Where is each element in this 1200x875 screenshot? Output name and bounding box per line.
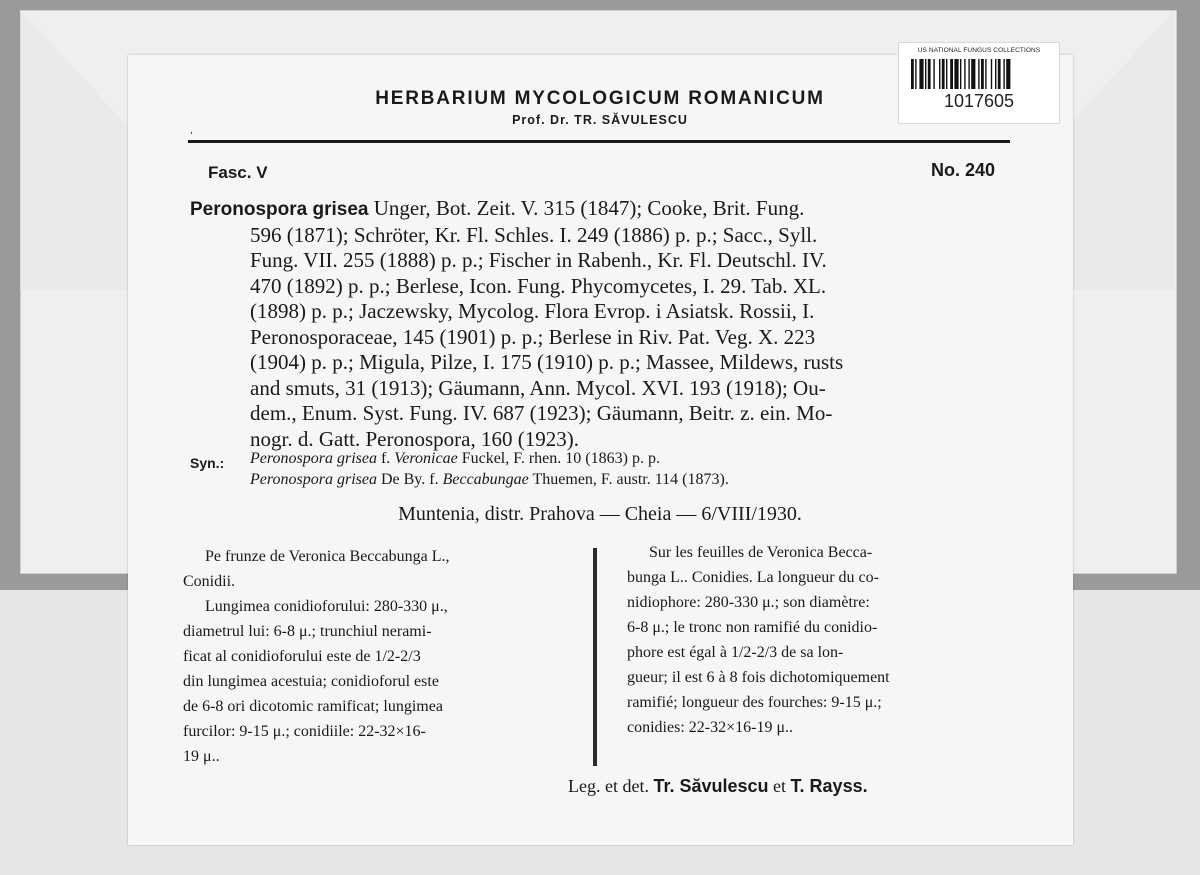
description-line: din lungimea acestuia; conidioforul este [183, 673, 439, 690]
description-line: nidiophore: 280-330 μ.; son diamètre: [627, 594, 870, 611]
citation-line [190, 196, 1020, 223]
description-line: conidies: 22-32×16-19 μ.. [627, 719, 794, 736]
description-line: diametrul lui: 6-8 μ.; trunchiul nerami- [183, 623, 432, 640]
label-subtitle: Prof. Dr. TR. SĂVULESCU [512, 113, 688, 127]
synonym-genus: Peronospora grisea [250, 450, 377, 467]
description-line: gueur; il est 6 à 8 fois dichotomiquement [627, 669, 890, 686]
citation-line: (1898) p. p.; Jaczewsky, Mycolog. Flora Evrop. i Asiatsk. Rossii, I. [250, 299, 815, 323]
synonym-epithet: Veronicae [394, 450, 458, 467]
column-divider [593, 548, 597, 766]
citation-line: nogr. d. Gatt. Peronospora, 160 (1923). [250, 426, 579, 451]
citation-line-text: Unger, Bot. Zeit. V. 315 (1847); Cooke, Brit. Fung. [368, 196, 805, 220]
barcode-sticker [898, 42, 1060, 124]
synonyms-block [250, 448, 990, 490]
citation-block [190, 196, 1020, 452]
synonym-genus: Peronospora grisea [250, 471, 377, 488]
description-line: ramifié; longueur des fourches: 9-15 μ.; [627, 694, 882, 711]
citation-line: Fung. VII. 255 (1888) p. p.; Fischer in Rabenh., Kr. Fl. Deutschl. IV. [250, 248, 827, 272]
description-romanian [183, 544, 571, 769]
synonym-ref: Thuemen, F. austr. 114 (1873). [528, 471, 729, 488]
synonyms-label: Syn.: [190, 455, 225, 471]
description-line: furcilor: 9-15 μ.; conidiile: 22-32×16- [183, 723, 426, 740]
description-line: ficat al conidioforului este de 1/2-2/3 [183, 648, 421, 665]
synonym-mid: f. [376, 450, 395, 467]
citation-line: and smuts, 31 (1913); Gäumann, Ann. Mycol. XVI. 193 (1918); Ou- [250, 375, 826, 400]
citation-line: dem., Enum. Syst. Fung. IV. 687 (1923); Gäumann, Beitr. z. ein. Mo- [250, 401, 833, 425]
description-line: de 6-8 ori dicotomic ramificat; lungimea [183, 698, 443, 715]
barcode-bars [911, 59, 1047, 89]
citation-line: (1904) p. p.; Migula, Pilze, I. 175 (1910) p. p.; Massee, Mildews, rusts [250, 350, 844, 374]
fascicle: Fasc. V [208, 163, 268, 182]
synonym-epithet: Beccabungae [442, 471, 529, 488]
description-line: Pe frunze de Veronica Beccabunga L., [205, 548, 450, 565]
barcode-number: 1017605 [943, 91, 1015, 111]
description-line: Sur les feuilles de Veronica Becca- [649, 544, 873, 561]
citation-line: 470 (1892) p. p.; Berlese, Icon. Fung. Phycomycetes, I. 29. Tab. XL. [250, 273, 827, 298]
description-line: 19 μ.. [183, 748, 220, 765]
collector-name: T. Rayss. [790, 776, 868, 796]
synonym-line [250, 469, 990, 490]
synonym-line [250, 448, 990, 469]
description-french [627, 540, 1015, 740]
citation-line: 596 (1871); Schröter, Kr. Fl. Schles. I. 249 (1886) p. p.; Sacc., Syll. [250, 222, 818, 247]
description-line: 6-8 μ.; le tronc non ramifié du conidio- [627, 619, 878, 636]
species-name: Peronospora grisea [190, 199, 369, 220]
description-line: phore est égal à 1/2-2/3 de sa lon- [627, 644, 844, 661]
description-line: bunga L.. Conidies. La longueur du co- [627, 569, 879, 586]
citation-line: Peronosporaceae, 145 (1901) p. p.; Berlese in Riv. Pat. Veg. X. 223 [250, 324, 816, 349]
collector-joiner: et [768, 776, 791, 796]
description-line: Lungimea conidioforului: 280-330 μ., [205, 598, 448, 615]
locality: Muntenia, distr. Prahova — Cheia — 6/VIII/1930. [398, 503, 802, 525]
barcode-institution: US NATIONAL FUNGUS COLLECTIONS [917, 47, 1041, 54]
header-rule [188, 140, 1010, 143]
stray-mark: ˌ [189, 118, 194, 134]
collector-prefix: Leg. et det. [568, 776, 654, 796]
collector-line [568, 776, 868, 797]
label-title: HERBARIUM MYCOLOGICUM ROMANICUM [375, 88, 825, 109]
collector-name: Tr. Săvulescu [653, 776, 769, 796]
synonym-ref: Fuckel, F. rhen. 10 (1863) p. p. [457, 450, 660, 467]
specimen-number: No. 240 [930, 160, 995, 180]
description-line: Conidii. [183, 573, 236, 590]
synonym-mid: De By. f. [376, 471, 443, 488]
